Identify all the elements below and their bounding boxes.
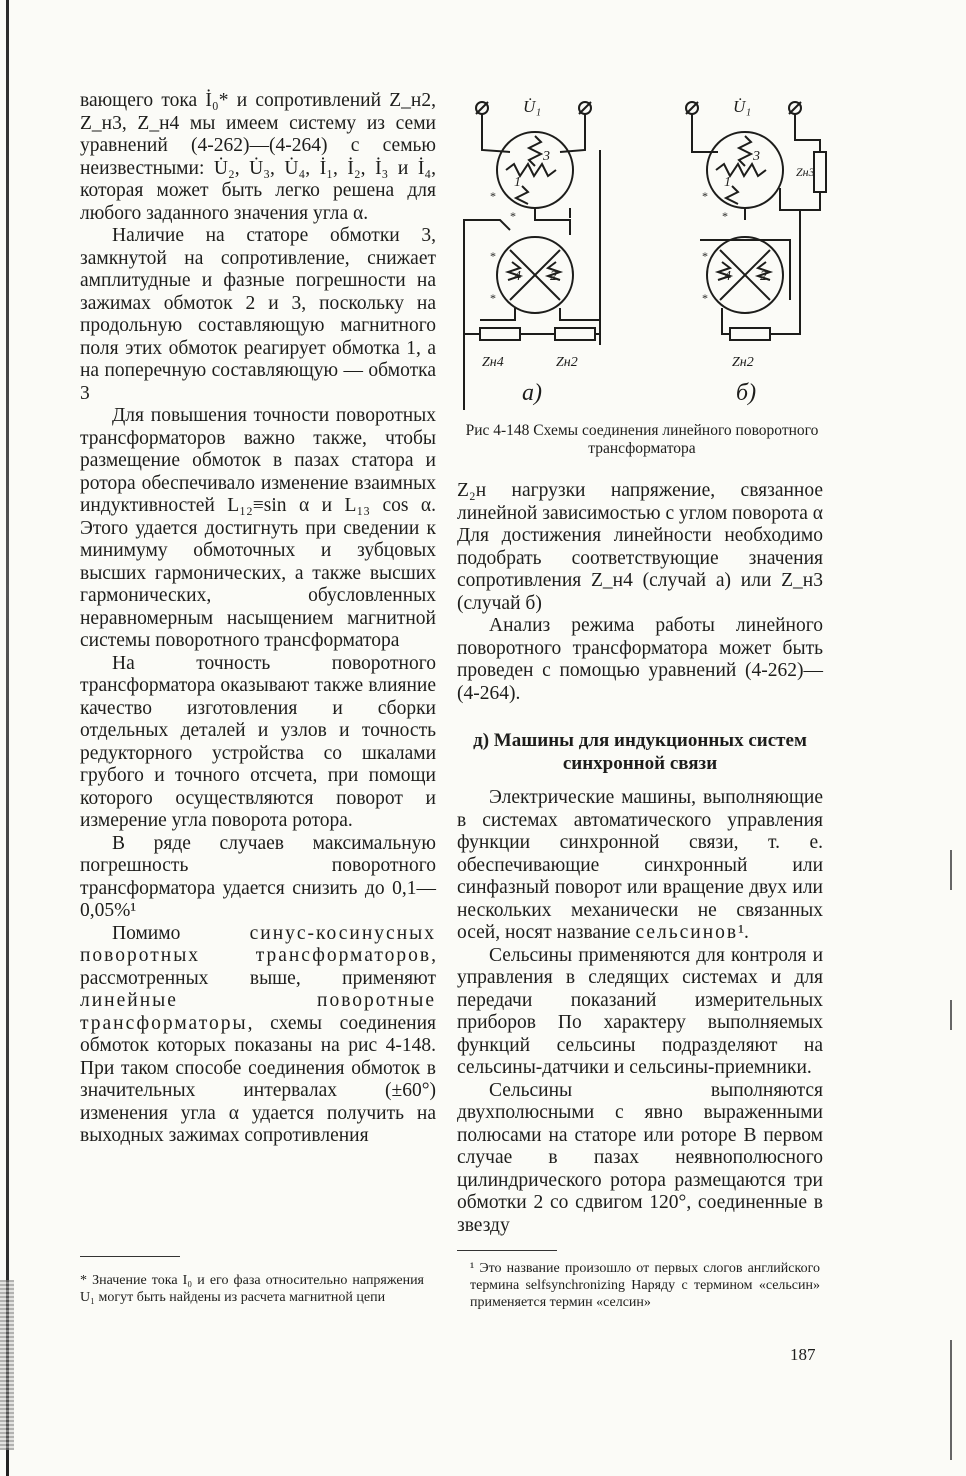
paragraph: вающего тока İ₀* и сопротивлений Z_н2, Z_н3, Z_н4 мы имеем систему из семи уравнений (4-262)—(4-264) с семью неизвестными: U̇₂, U̇₃, U̇₄, İ₁, İ₂, İ₃ и İ₄, которая может быть легко решена для любого заданного значения угла α. bbox=[80, 90, 436, 224]
scan-mark bbox=[950, 1000, 952, 1030]
paragraph: Z₂н нагрузки напряжение, связанное линейной зависимостью с углом поворота α Для достижения линейности необходимо подобрать соответствующие значения сопротивления Z_н4 (случай а) или Z_н3 (случай б) bbox=[457, 480, 823, 614]
winding-label: 1 bbox=[724, 175, 731, 190]
svg-text:*: * bbox=[702, 291, 708, 305]
text: Электрические машины, выполняющие в системах автоматического управления функции синхронной связи, т. е. обеспечивающие синхронный или синфазный поворот или вращение двух или нескольких механически не связанных осей, носят название bbox=[457, 787, 823, 943]
paragraph: Сельсины применяются для контроля и управления в следящих системах и для передачи показаний измерительных приборов По характеру выполняемых функций сельсины подразделяют на сельсины-датчики и сельсины-приемники. bbox=[457, 944, 823, 1078]
paragraph: Наличие на статоре обмотки 3, замкнутой на сопротивление, снижает амплитудные и фазные погрешности на зажимах обмоток 2 и 3, поскольку на продольную составляющую магнитного поля этих обмоток реагирует обмотка 1, а на поперечную составляющую — обмотка 3 bbox=[80, 225, 436, 404]
page-number: 187 bbox=[790, 1345, 816, 1364]
winding-label: 3 bbox=[753, 149, 760, 164]
section-heading: д) Машины для индукционных систем синхронной связи bbox=[473, 730, 807, 774]
right-column bbox=[457, 480, 823, 1237]
figure-caption: Рис 4-148 Схемы соединения линейного поворотного трансформатора bbox=[465, 422, 819, 457]
footnote-rule bbox=[80, 1256, 180, 1257]
text: , схемы соединения обмоток которых показаны на рис 4-148. При таком способе соединения обмоток в значительных интервалах (±60°) изменения угла α удается получить на выходных зажимах сопротивления bbox=[80, 1012, 436, 1146]
paragraph: Для повышения точности поворотных трансформаторов важно также, чтобы размещение обмоток в пазах статора и ротора обеспечивало изменение взаимных индуктивностей L₁₂≡sin α и L₁₃ cos α. Этого удается достигнуть при сведении к минимуму обмоточных и зубцовых высших гармонических, а также высших гармонических, обусловленных неравномерным насыщением магнитной системы поворотного трансформатора bbox=[80, 405, 436, 651]
u1-label: U̇₁ bbox=[733, 97, 752, 116]
text: , рассмотренных выше, применяют bbox=[80, 945, 436, 989]
subfigure-label-a: а) bbox=[522, 380, 542, 406]
scan-mark bbox=[950, 850, 952, 890]
circuit-figure bbox=[460, 90, 840, 410]
zn3-label: Zн3 bbox=[796, 165, 815, 179]
text: Помимо bbox=[112, 922, 250, 944]
svg-text:*: * bbox=[490, 189, 496, 203]
u1-label: U̇₁ bbox=[523, 97, 542, 116]
paragraph bbox=[457, 787, 823, 945]
scan-edge bbox=[6, 0, 9, 1476]
paragraph: На точность поворотного трансформатора оказывают также влияние качество изготовления и сборки отдельных деталей и узлов и точность редукторного устройства со шкалами грубого и точного отсчета, при помощи которого осуществляются поворот и измерение угла поворота ротора. bbox=[80, 652, 436, 831]
footnote-left: * Значение тока I₀ и его фаза относительно напряжения U₁ могут быть найдены из расчета магнитной цепи bbox=[80, 1273, 424, 1305]
text: ¹. bbox=[738, 922, 749, 943]
spaced-term: линейные поворотные трансформаторы bbox=[80, 990, 436, 1034]
paragraph: В ряде случаев максимальную погрешность поворотного трансформатора удается снизить до 0,1—0,05%¹ bbox=[80, 832, 436, 921]
scan-mark bbox=[950, 1340, 952, 1460]
left-column bbox=[80, 90, 436, 1148]
winding-label: 3 bbox=[543, 149, 550, 164]
paragraph bbox=[80, 923, 436, 1148]
winding-label: 2 bbox=[760, 269, 767, 284]
svg-text:*: * bbox=[702, 249, 708, 263]
zn2-label: Zн2 bbox=[732, 355, 754, 370]
subfigure-label-b: б) bbox=[736, 380, 757, 406]
svg-text:*: * bbox=[702, 189, 708, 203]
svg-text:*: * bbox=[510, 209, 516, 223]
winding-label: 2 bbox=[550, 269, 557, 284]
paragraph: Сельсины выполняются двухполюсными с явно выраженными полюсами на статоре или роторе В первом случае в пазах неявнополюсного цилиндрического ротора размещаются три обмотки 2 со сдвигом 120°, соединенные в звезду bbox=[457, 1079, 823, 1236]
zn2-label: Zн2 bbox=[556, 355, 578, 370]
zn4-label: Zн4 bbox=[482, 355, 504, 370]
footnote-right: ¹ Это название произошло от первых слогов английского термина selfsynchronizing Наряду с термином «сельсин» применяется термин «селсин» bbox=[470, 1261, 820, 1310]
svg-text:*: * bbox=[722, 209, 728, 223]
paragraph: Анализ режима работы линейного поворотного трансформатора может быть проведен с помощью уравнений (4-262)—(4-264). bbox=[457, 615, 823, 704]
spaced-term: сельсинов bbox=[635, 922, 739, 943]
svg-text:*: * bbox=[490, 291, 496, 305]
scan-edge-noise bbox=[0, 1280, 14, 1450]
spaced-term: синус-косинусных поворотных трансформаторов bbox=[80, 922, 436, 966]
svg-text:*: * bbox=[490, 249, 496, 263]
winding-label: 1 bbox=[514, 175, 521, 190]
winding-label: 4 bbox=[724, 269, 731, 284]
winding-label: 4 bbox=[514, 269, 521, 284]
footnote-rule bbox=[457, 1250, 557, 1251]
